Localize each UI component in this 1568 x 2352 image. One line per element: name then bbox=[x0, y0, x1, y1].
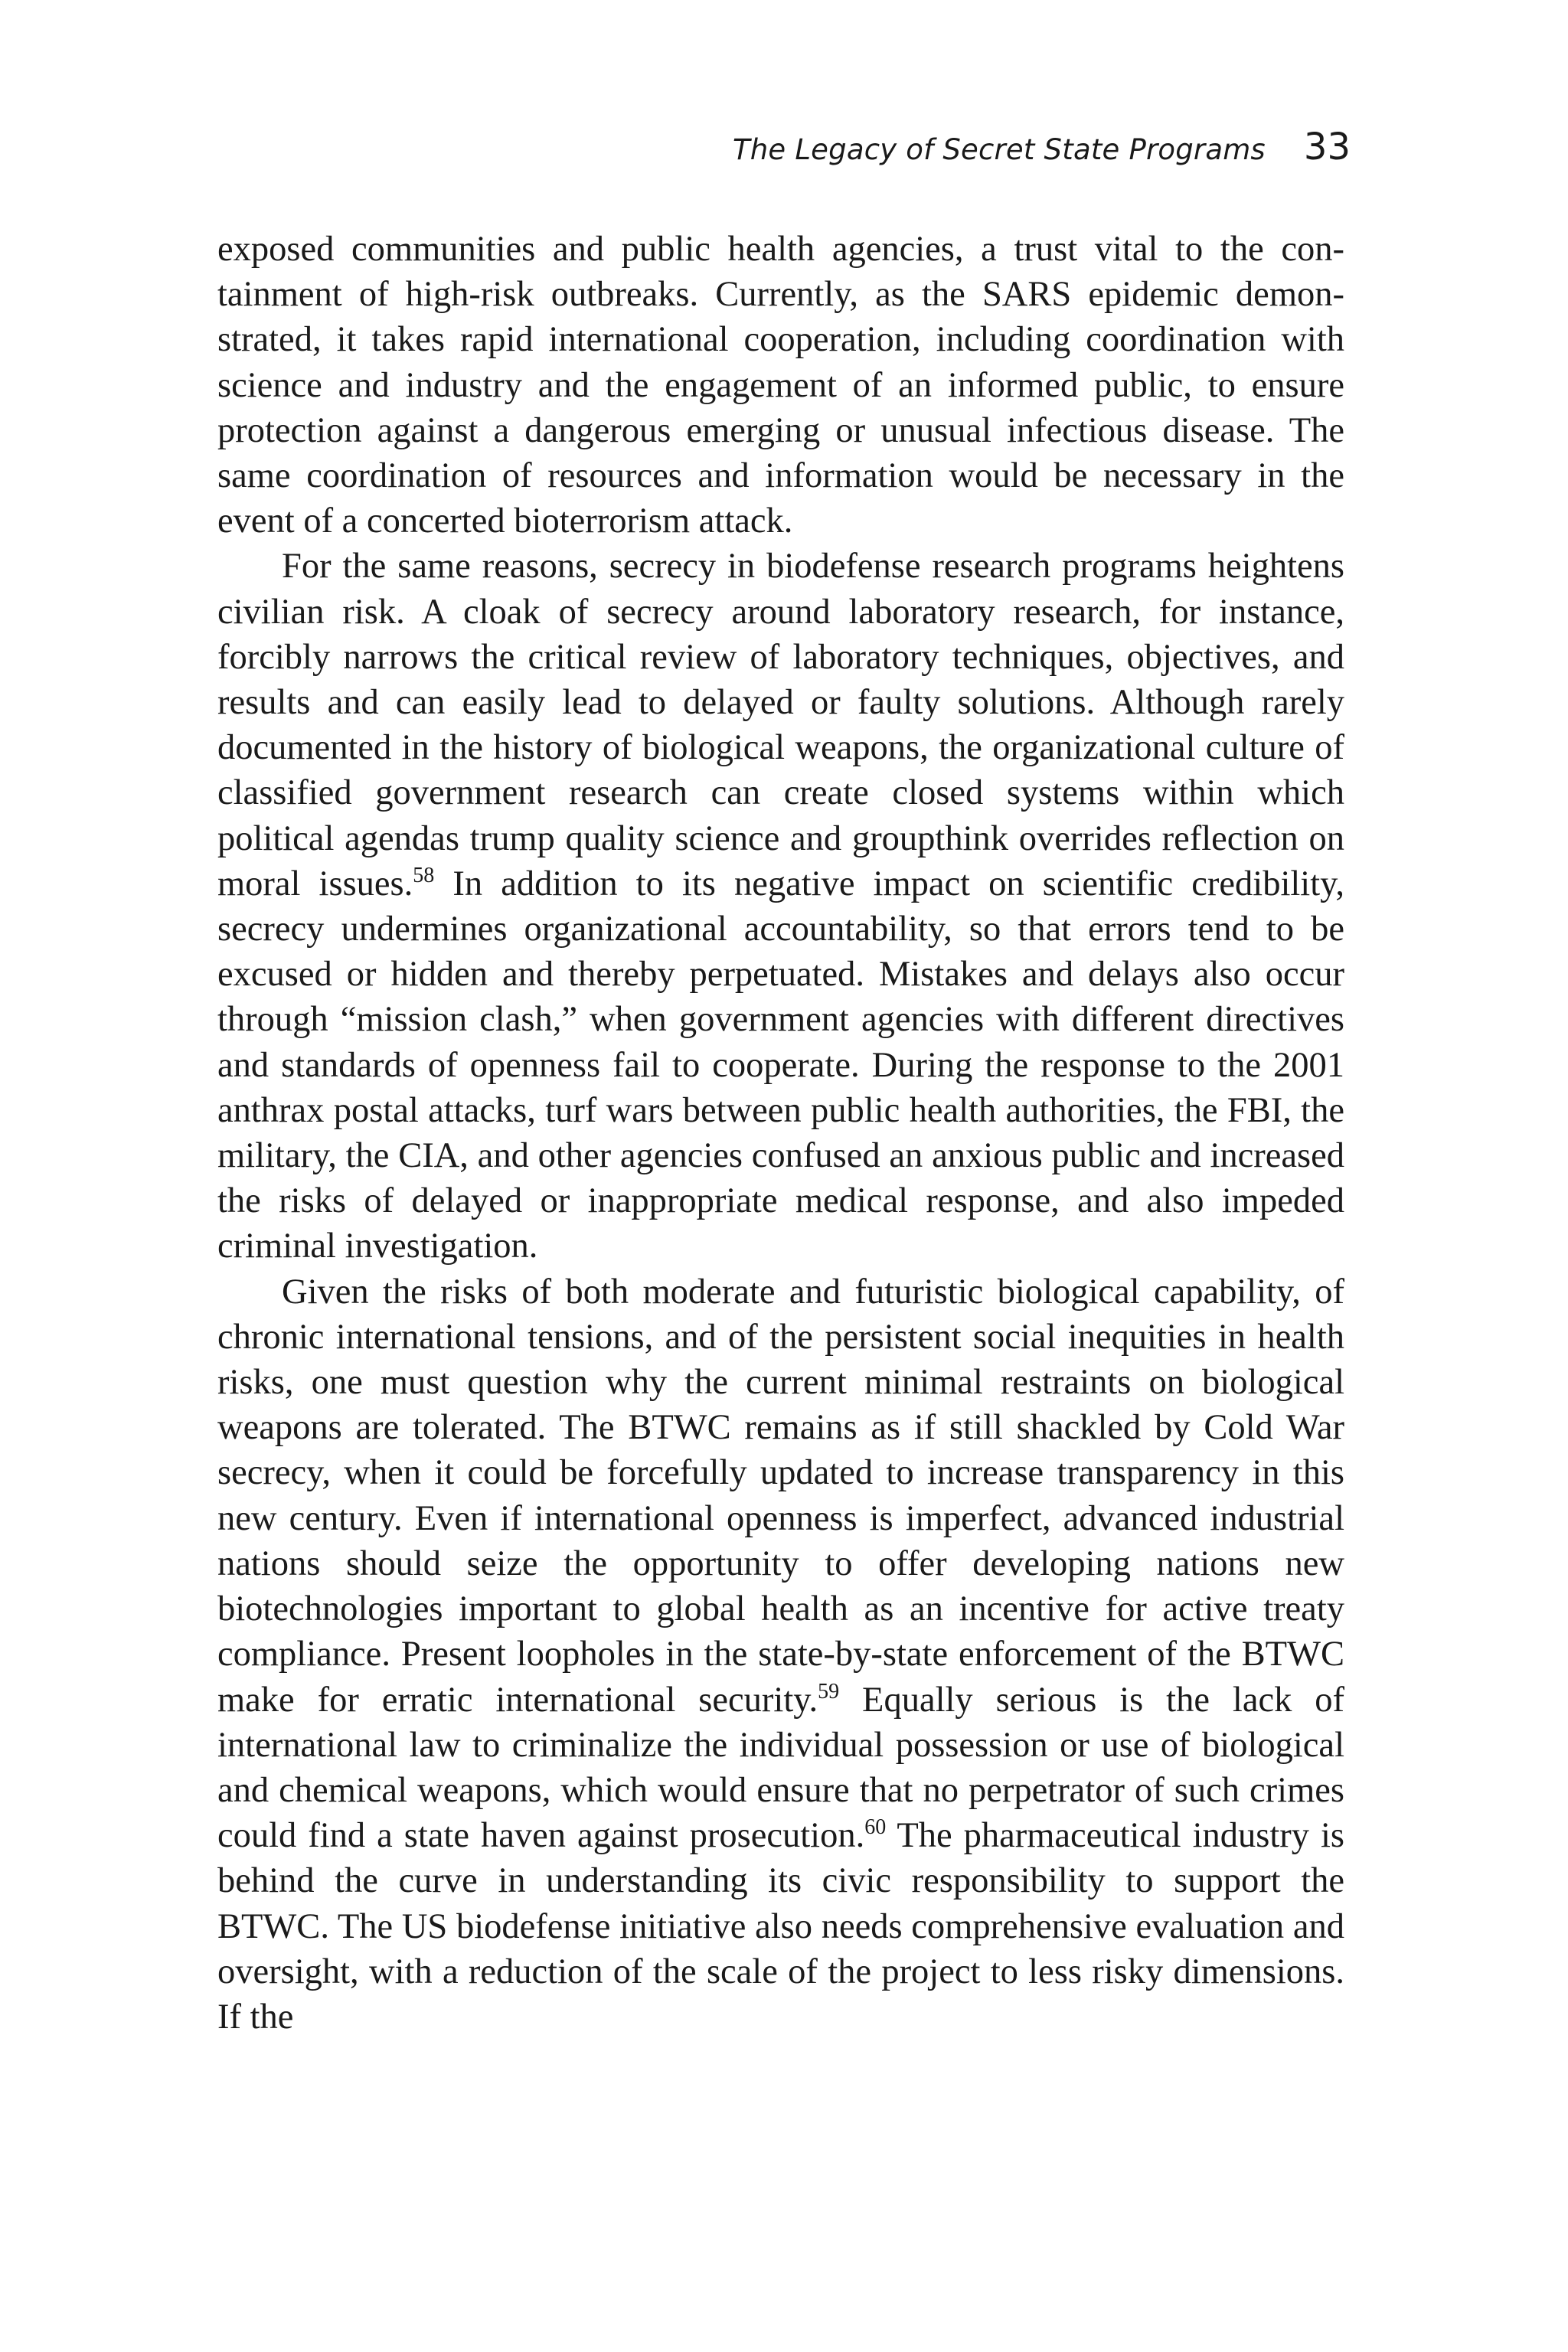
text-segment: Equally serious is the lack of international law to criminalize the individual possession or use of biological and chemical weapons, which would ensure that no perpetrator of such crimes could find a state haven against prosecution. bbox=[217, 1680, 1344, 1856]
running-title: The Legacy of Secret State Programs bbox=[732, 133, 1266, 166]
text-segment: Given the risks of both moderate and futuristic biological capability, of chronic international tensions, and of the persistent social inequities in health risks, one must question why the current minimal restraints on biological weapons are tolerated. The BTWC remains as if still shackled by Cold War secrecy, when it could be forcefully updated to increase transparency in this new century. Even if international openness is imperfect, advanced industrial nations should seize the opportunity to offer developing nations new biotechnologies important to global health as an incentive for active treaty compliance. Present loopholes in the state-by-state enforcement of the BTWC make for erratic international security. bbox=[217, 1272, 1344, 1720]
body-text bbox=[217, 227, 1344, 2040]
footnote-marker-58[interactable]: 58 bbox=[413, 863, 435, 887]
paragraph-3 bbox=[217, 1269, 1344, 2040]
text-segment: For the same reasons, secrecy in biodefense research programs heightens civilian risk. A cloak of secrecy around laboratory research, for instance, forcibly narrows the critical review of laboratory techniques, objectives, and results and can easily lead to delayed or faulty solutions. Although rarely documented in the history of biological weapons, the organizational culture of classified government research can create closed systems within which political agendas trump quality science and groupthink overrides reflection on moral issues. bbox=[217, 547, 1344, 903]
text-segment: The pharmaceutical industry is behind the curve in understanding its civic responsibility to support the BTWC. The US biodefense initiative also needs comprehensive evaluation and oversight, with a reduction of the scale of the project to less risky dimensions. If the bbox=[217, 1816, 1344, 2037]
paragraph-2 bbox=[217, 544, 1344, 1269]
footnote-marker-60[interactable]: 60 bbox=[864, 1815, 887, 1840]
page-number: 33 bbox=[1303, 126, 1351, 168]
text-segment: In addition to its negative impact on scientific credibility, secrecy undermines organizational accountability, so that errors tend to be excused or hidden and thereby perpetuated. Mistakes and delays also occur through “mission clash,” when government agencies with different directives and standards of openness fail to cooperate. During the response to the 2001 anthrax postal attacks, turf wars between public health authorities, the FBI, the military, the CIA, and other agencies confused an anxious public and increased the risks of delayed or inappropriate medical response, and also impeded criminal investigation. bbox=[217, 864, 1344, 1266]
text-segment: exposed communities and public health agencies, a trust vital to the containment of high-risk outbreaks. Currently, as the SARS epidemic demonstrated, it takes rapid international cooperation, including coordination with science and industry and the engagement of an informed public, to ensure protection against a dangerous emerging or unusual infectious disease. The same coordination of resources and information would be necessary in the event of a concerted bioterrorism attack. bbox=[217, 230, 1344, 541]
paragraph-1 bbox=[217, 227, 1344, 544]
running-header bbox=[733, 126, 1351, 168]
footnote-marker-59[interactable]: 59 bbox=[818, 1679, 840, 1704]
